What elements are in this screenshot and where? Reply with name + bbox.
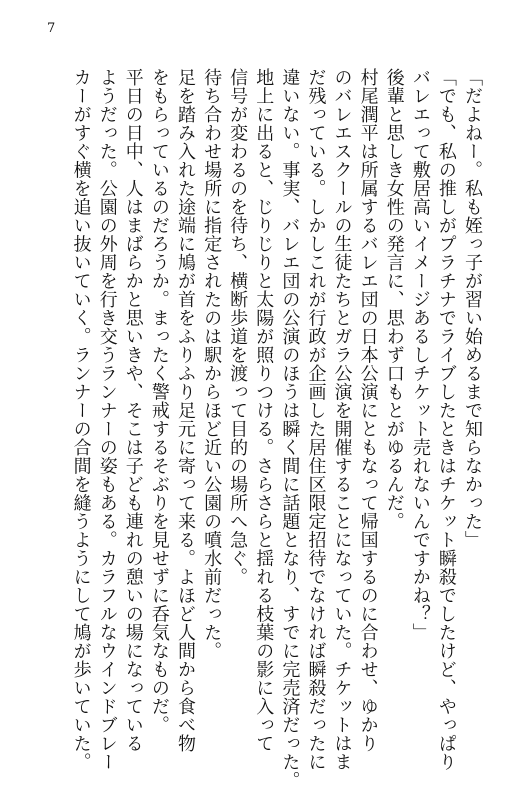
vertical-text-body xyxy=(15,68,485,790)
page-number: 7 xyxy=(47,21,56,36)
text-line: 待ち合わせ場所に指定されたのは駅からほど近い公園の噴水前だった。 xyxy=(201,68,223,660)
text-line: をもらっているのだろうか。まったく警戒するそぶりを見せずに呑気なものだ。 xyxy=(148,68,170,734)
text-line: 違いない。事実、バレエ団の公演のほうは瞬く間に話題となり、すでに完売済だった。 xyxy=(279,68,301,790)
text-line: 地上に出ると、じりじりと太陽が照りつける。さらさらと揺れる枝葉の影に入って xyxy=(253,68,275,753)
text-line: 後輩と思しき女性の発言に、思わず口もとがゆるんだ。 xyxy=(383,68,405,531)
text-line: カーがすぐ横を追い抜いていく。ランナーの合間を縫うようにして鳩が歩いていた。 xyxy=(70,68,92,771)
text-line: 「だよねー。私も姪っ子が習い始めるまで知らなかった」 xyxy=(462,68,483,549)
text-line: バレエって敷居高いイメージあるしチケット売れないんですかね？」 xyxy=(409,68,431,642)
text-line: 足を踏み入れた途端に鳩が首をふりふり足元に寄って来る。よほど人間から食べ物 xyxy=(174,68,196,753)
text-line: 平日の日中、人はまばらかと思いきや、そこは子ども連れの憩いの場になっている xyxy=(122,68,144,753)
text-line: のバレエスクールの生徒たちとガラ公演を開催することになっていた。チケットはま xyxy=(331,68,353,771)
text-line: ようだった。公園の外周を行き交うランナーの姿もある。カラフルなウインドブレー xyxy=(96,68,118,771)
text-line: 「でも、私の推しがプラチナでライブしたときはチケット瞬殺でしたけど、やっぱり xyxy=(435,68,457,771)
text-line: だ残っている。しかしこれが行政が企画した居住区限定招待でなければ瞬殺だったに xyxy=(305,68,327,771)
text-line: 村尾潤平は所属するバレエ団の日本公演にともなって帰国するのに合わせ、ゆかり xyxy=(357,68,379,753)
text-line: 信号が変わるのを待ち、横断歩道を渡って目的の場所へ急ぐ。 xyxy=(227,68,249,586)
